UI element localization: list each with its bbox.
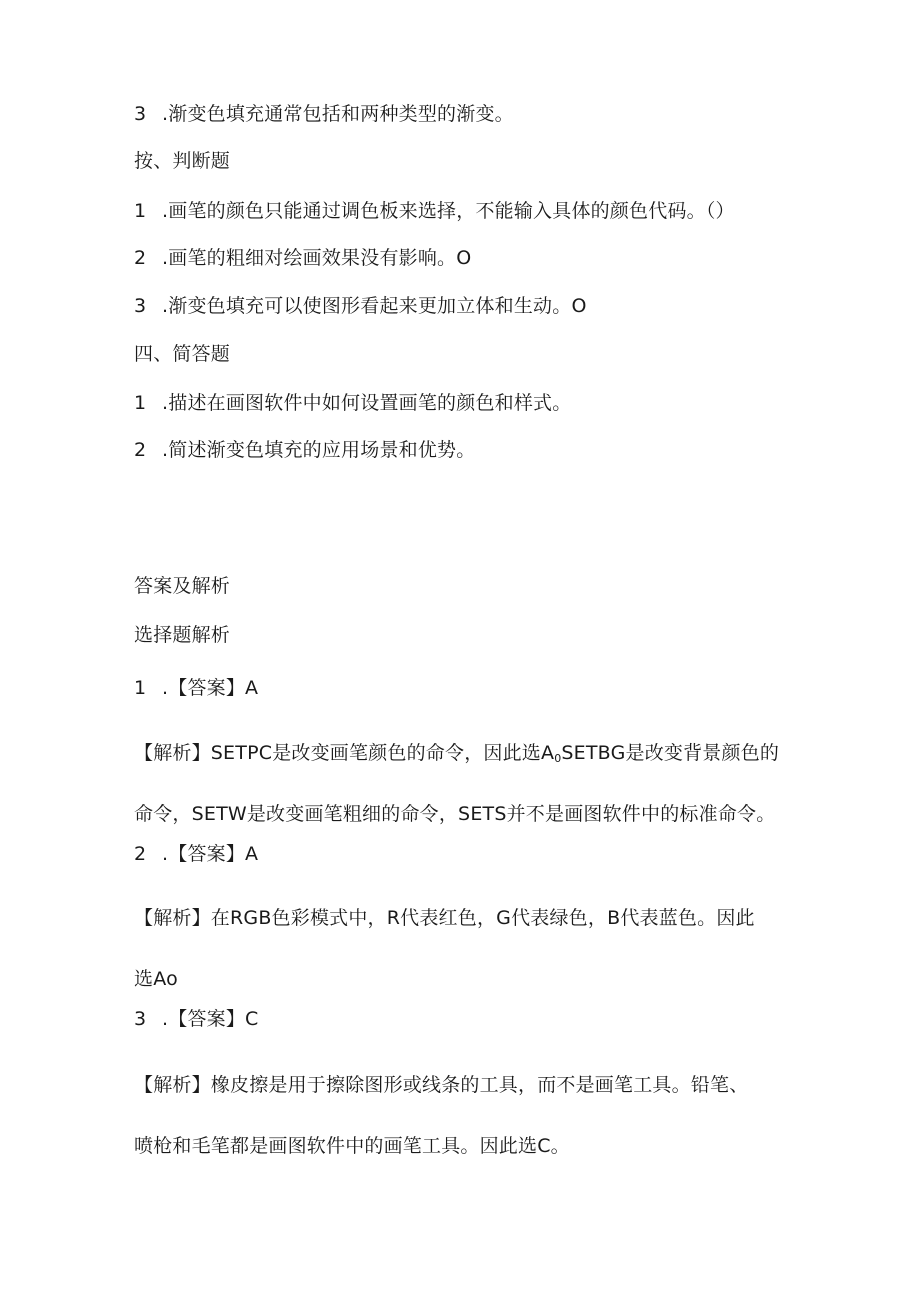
section-heading-judge: 按、判断题 [134, 150, 231, 172]
judge-question-2 [134, 245, 471, 271]
explanation-2 [134, 905, 794, 992]
question-number: 3 [134, 103, 147, 125]
question-text: .画笔的粗细对绘画效果没有影响。O [162, 247, 472, 269]
answer-text: .【答案】C [162, 1008, 259, 1030]
short-question-1 [134, 390, 571, 416]
explanation-line: 【解析】在RGB色彩模式中，R代表红色，G代表绿色，B代表蓝色。因此 [134, 907, 755, 929]
answer-number: 3 [134, 1008, 147, 1030]
answer-text: .【答案】A [162, 843, 259, 865]
answer-3 [134, 1006, 259, 1032]
question-number: 2 [134, 247, 147, 269]
explanation-line: 【解析】橡皮擦是用于擦除图形或线条的工具，而不是画笔工具。铅笔、 [134, 1074, 749, 1096]
explanation-1 [134, 740, 794, 827]
explanation-text: SETBG是改变背景颜色的 [561, 742, 780, 764]
answer-number: 2 [134, 843, 147, 865]
judge-question-1 [134, 198, 735, 224]
answer-1 [134, 675, 258, 701]
explanation-line: 命令，SETW是改变画笔粗细的命令，SETS并不是画图软件中的标准命令。 [134, 803, 776, 825]
subscript-text: 0 [554, 752, 562, 765]
explanation-line [134, 740, 794, 766]
fill-blank-question-3 [134, 101, 514, 127]
explanation-3 [134, 1072, 794, 1159]
answer-text: .【答案】A [162, 677, 259, 699]
answer-number: 1 [134, 677, 147, 699]
question-number: 2 [134, 439, 147, 461]
answers-subheading: 选择题解析 [134, 624, 231, 646]
explanation-line: 选Ao [134, 968, 178, 990]
question-text: .描述在画图软件中如何设置画笔的颜色和样式。 [162, 392, 572, 414]
question-text: .渐变色填充通常包括和两种类型的渐变。 [162, 103, 514, 125]
judge-question-3 [134, 293, 587, 319]
question-number: 1 [134, 392, 147, 414]
question-number: 3 [134, 295, 147, 317]
explanation-text: 【解析】SETPC是改变画笔颜色的命令，因此选A [134, 742, 555, 764]
answers-heading: 答案及解析 [134, 575, 231, 597]
short-question-2 [134, 437, 475, 463]
answer-2 [134, 841, 258, 867]
question-text: .画笔的颜色只能通过调色板来选择，不能输入具体的颜色代码。（） [162, 200, 735, 222]
section-heading-short: 四、简答题 [134, 343, 231, 365]
question-text: .简述渐变色填充的应用场景和优势。 [162, 439, 476, 461]
explanation-line: 喷枪和毛笔都是画图软件中的画笔工具。因此选C。 [134, 1135, 570, 1157]
question-number: 1 [134, 200, 147, 222]
question-text: .渐变色填充可以使图形看起来更加立体和生动。O [162, 295, 587, 317]
